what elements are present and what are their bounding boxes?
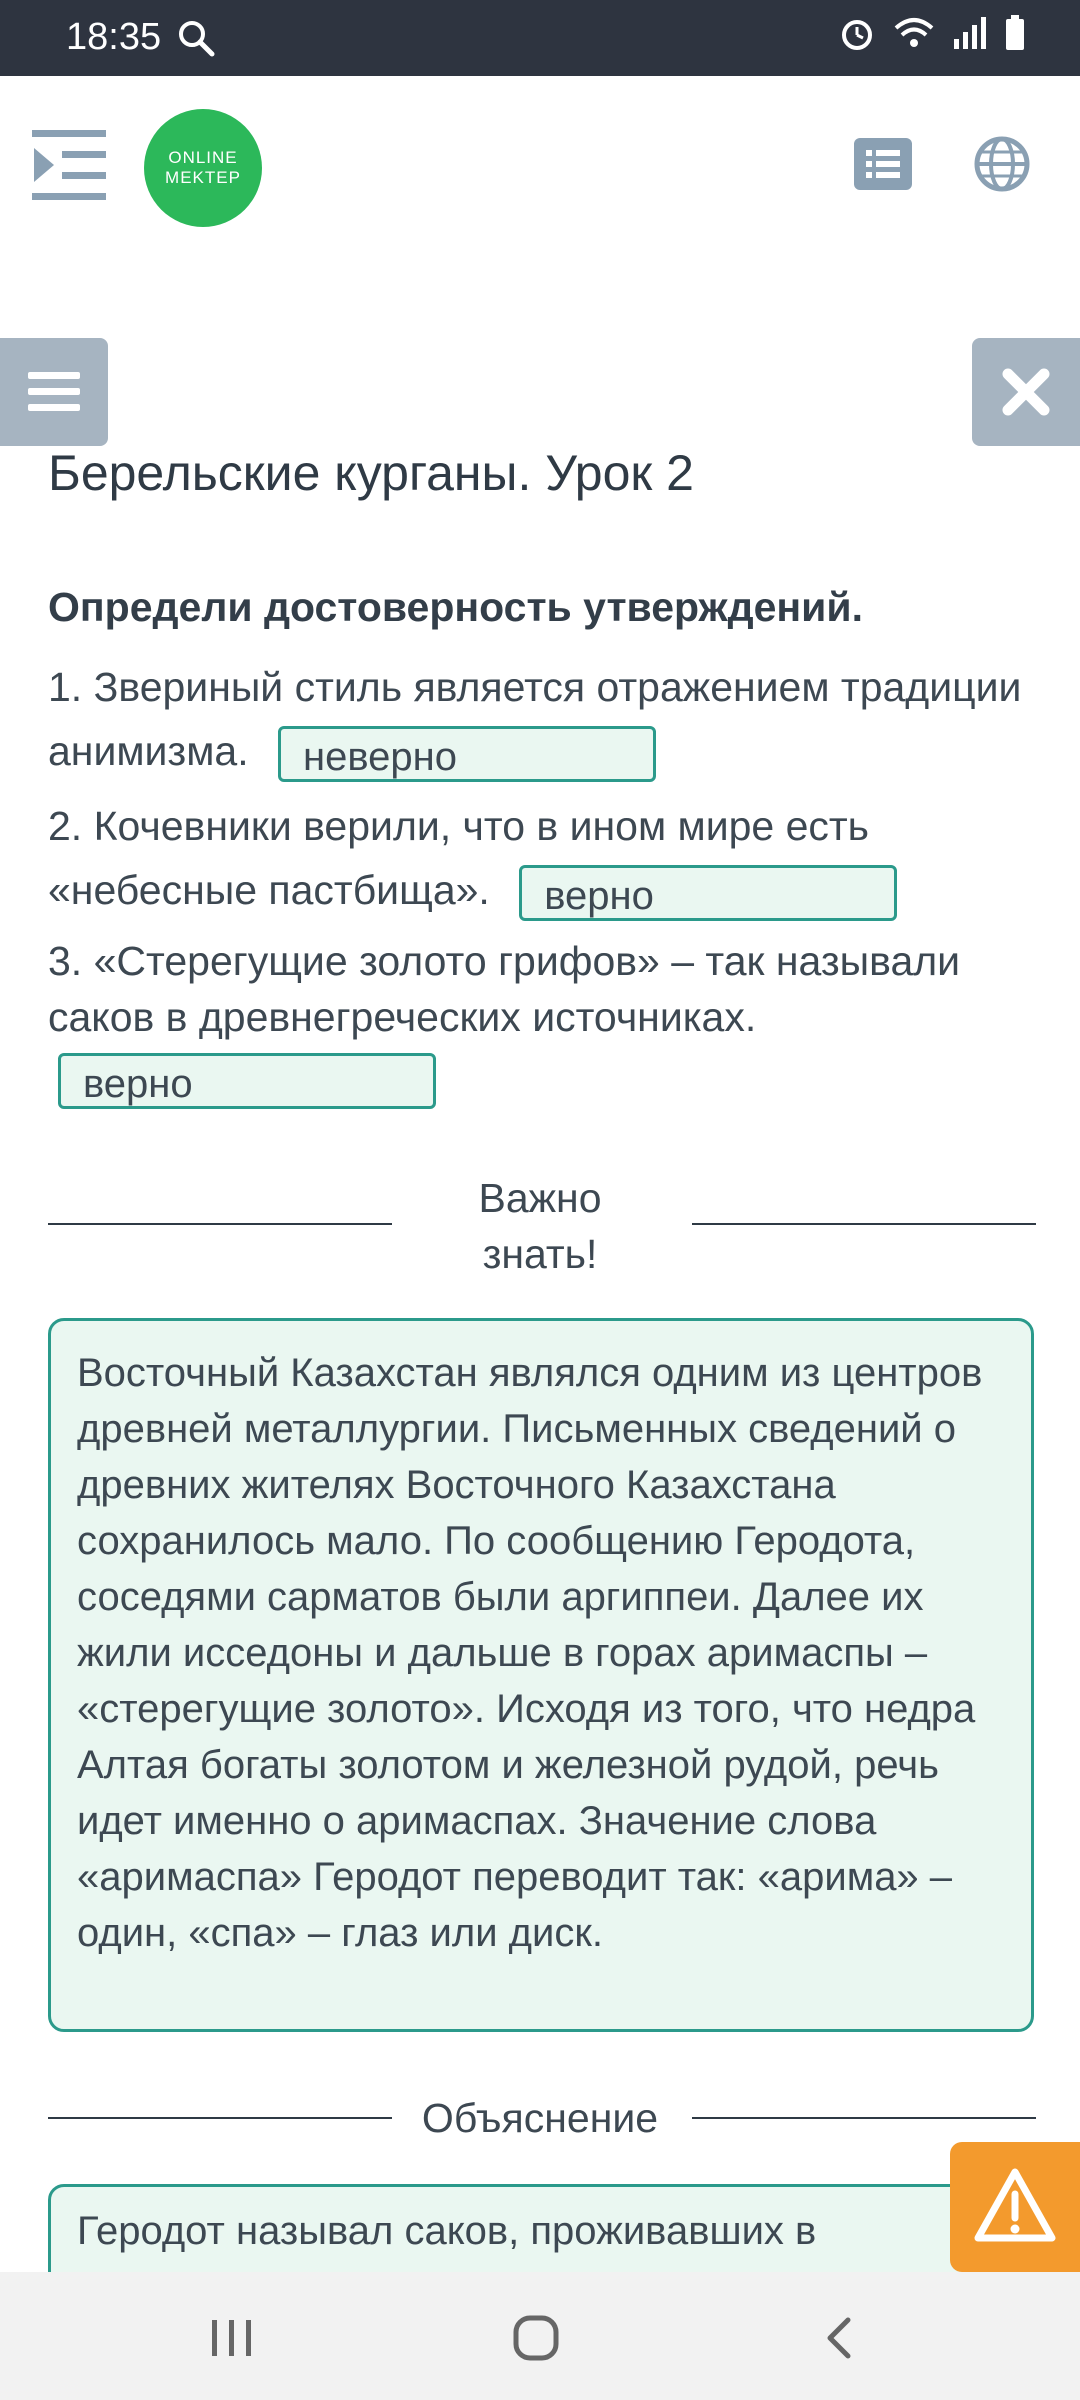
question-number: 1. (48, 664, 83, 710)
divider-left (48, 1223, 392, 1225)
wifi-icon (892, 14, 936, 57)
lesson-title: Берельские курганы. Урок 2 (48, 445, 694, 501)
divider-left-2 (48, 2117, 392, 2119)
status-bar (0, 0, 1080, 76)
question-text: Звериный стиль является отражением традиции анимизма. (48, 664, 1022, 774)
explanation-label: Объяснение (421, 2095, 659, 2141)
answer-field-3[interactable]: верно (58, 1053, 436, 1109)
signal-icon (952, 15, 988, 56)
menu-indent-icon[interactable] (32, 130, 106, 200)
online-mektep-logo[interactable] (144, 109, 262, 227)
recents-icon[interactable] (210, 2316, 254, 2365)
status-time: 18:35 (66, 16, 162, 58)
answer-field-1[interactable]: неверно (278, 726, 656, 782)
logo-line-2: MEKTEP (165, 168, 241, 187)
report-button[interactable] (950, 2142, 1080, 2272)
question-text: Кочевники верили, что в ином мире есть «небесные пастбища». (48, 803, 870, 913)
list-icon[interactable] (854, 138, 912, 190)
question-text: «Стерегущие золото грифов» – так называли саков в древнегреческих источниках. (48, 938, 961, 1040)
explanation-text: Геродот называл саков, проживавших в (77, 2209, 817, 2253)
question-number: 3. (48, 938, 83, 984)
important-label (420, 1170, 660, 1282)
important-label-line-2: знать! (482, 1231, 598, 1277)
top-bar (0, 76, 1080, 256)
question-1 (48, 655, 1038, 783)
question-2 (48, 794, 1038, 922)
back-icon[interactable] (820, 2314, 860, 2367)
important-text: Восточный Казахстан являлся одним из центров древней металлургии. Письменных сведений о древних жителях Восточного Казахстана сохранилось мало. По сообщению Геродота, соседями сарматов были аргиппеи. Далее их жили исседоны и дальше в горах аримаспы – «стерегущие золото». Исходя из того, что недра Алтая богаты золотом и железной рудой, речь идет именно о аримаспах. Значение слова «аримаспа» Геродот переводит так: «арима» – один, «спа» – глаз или диск. (77, 1351, 983, 1955)
search-icon (176, 18, 216, 63)
close-icon (972, 338, 1080, 446)
navigation-bar (0, 2272, 1080, 2400)
logo-line-1: ONLINE (168, 148, 238, 167)
home-icon[interactable] (512, 2314, 560, 2367)
divider-right (692, 1223, 1036, 1225)
globe-icon[interactable] (974, 136, 1030, 192)
battery-icon (1004, 14, 1026, 57)
warning-icon (950, 2142, 1080, 2272)
important-label-line-1: Важно (478, 1175, 602, 1221)
divider-right-2 (692, 2117, 1036, 2119)
close-button[interactable] (972, 338, 1080, 446)
question-3 (48, 933, 1038, 1109)
task-heading: Определи достоверность утверждений. (48, 584, 863, 630)
hamburger-icon (0, 338, 108, 446)
question-number: 2. (48, 803, 83, 849)
alarm-icon (838, 14, 876, 57)
hamburger-button[interactable] (0, 338, 108, 446)
answer-field-2[interactable]: верно (519, 865, 897, 921)
important-info-box (48, 1318, 1034, 2032)
